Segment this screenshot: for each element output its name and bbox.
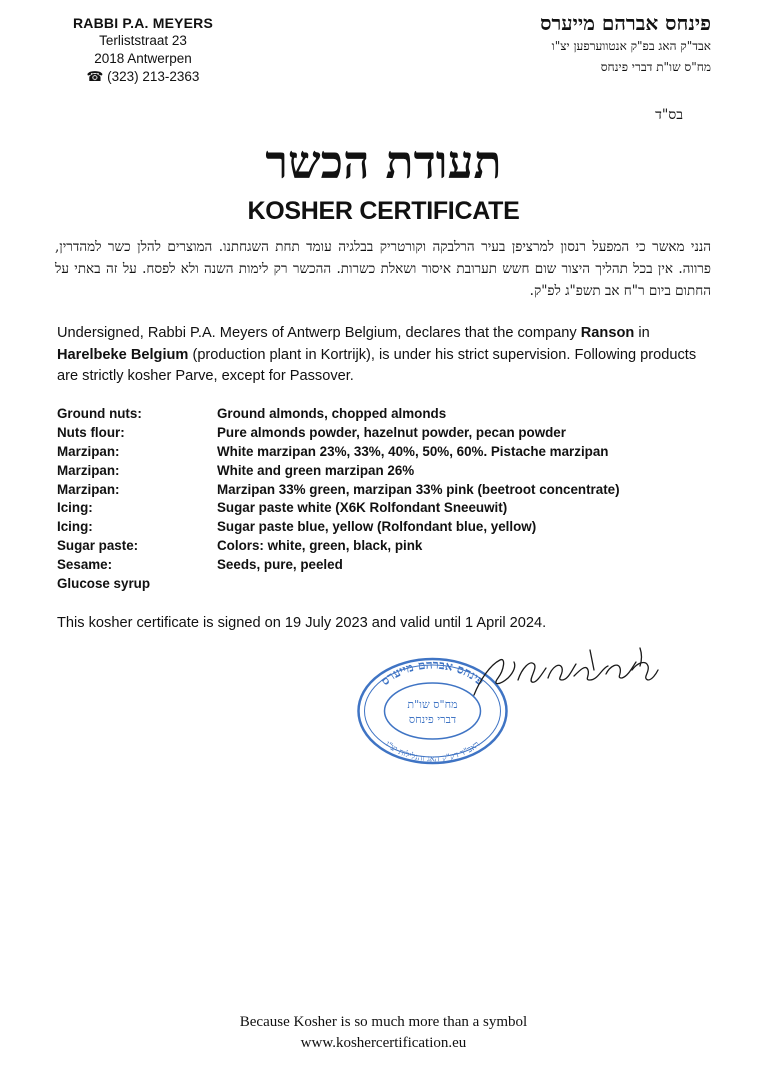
- product-row: [57, 537, 717, 556]
- product-row: [57, 462, 717, 481]
- product-row: [57, 405, 717, 424]
- product-category: Glucose syrup: [57, 576, 151, 592]
- letterhead-left: [58, 14, 228, 86]
- product-category: Marzipan:: [57, 462, 120, 478]
- title-english: KOSHER CERTIFICATE: [247, 197, 520, 225]
- product-row: [57, 424, 717, 443]
- letterhead-right-hebrew: [451, 10, 711, 78]
- product-category: Icing:: [57, 519, 93, 535]
- english-declaration: [57, 323, 709, 388]
- street-address: Terliststraat 23: [99, 33, 187, 48]
- product-row: [57, 518, 717, 537]
- seal-middle-line1: מח"ס שו"ת: [407, 698, 458, 711]
- product-description: [217, 575, 717, 594]
- product-row: [57, 575, 717, 594]
- city-address: 2018 Antwerpen: [94, 51, 192, 66]
- product-category: Nuts flour:: [57, 424, 125, 440]
- product-category: Sugar paste:: [57, 538, 139, 554]
- handwritten-signature: [470, 640, 660, 710]
- product-description: White and green marzipan 26%: [217, 462, 415, 478]
- product-description: White marzipan 23%, 33%, 40%, 50%, 60%. Pistache marzipan: [217, 443, 609, 459]
- product-category: Marzipan:: [57, 443, 120, 459]
- declaration-text-part2: in: [634, 325, 650, 341]
- company-location: Harelbeke Belgium: [57, 346, 189, 363]
- product-description: Sugar paste blue, yellow (Rolfondant blue, yellow): [217, 519, 537, 535]
- product-description: Seeds, pure, peeled: [217, 557, 343, 573]
- rabbi-name: RABBI P.A. MEYERS: [72, 15, 214, 31]
- product-row: [57, 556, 717, 575]
- product-category: Ground nuts:: [57, 406, 142, 421]
- product-category: Icing:: [57, 500, 93, 516]
- seal-center-ring: [385, 683, 481, 739]
- validity-statement: This kosher certificate is signed on 19 July 2023 and valid until 1 April 2024.: [57, 615, 547, 631]
- product-row: [57, 443, 717, 462]
- declaration-text-part1: Undersigned, Rabbi P.A. Meyers of Antwerp Belgium, declares that the company: [57, 325, 581, 341]
- company-name: Ranson: [580, 325, 635, 341]
- phone-number: ☎ (323) 213-2363: [86, 69, 200, 84]
- rabbi-book-hebrew: מח"ס שו"ת דברי פינחס: [600, 60, 711, 74]
- footer-website[interactable]: www.koshercertification.eu: [300, 1035, 467, 1051]
- hebrew-declaration: הנני מאשר כי המפעל רנסון למרציפן בעיר הרלבקה וקורטריק בבלגיה עומד תחת השגחתנו. המוצרים להלן כשר למהדרין, פרווה. אין בכל תהליך היצור שום חשש תערובת איסור ושאלת כשרות. ההכשר רק לימות השנה ולא לפסח. על זה באתי על החתום ביום ר"ח אב תשפ"ג לפ"ק.: [55, 239, 711, 299]
- bsd-mark: בס"ד: [655, 107, 683, 123]
- product-description: Colors: white, green, black, pink: [217, 538, 423, 554]
- product-row: [57, 499, 717, 518]
- seal-top-text: פינחס אברהם מייערס: [378, 657, 487, 689]
- footer-slogan: Because Kosher is so much more than a symbol: [239, 1014, 528, 1030]
- seal-middle-line2: דברי פינחס: [408, 713, 457, 726]
- title-hebrew: תעודת הכשר: [265, 135, 502, 189]
- product-description: Ground almonds, chopped almonds: [217, 406, 447, 421]
- product-description: Marzipan 33% green, marzipan 33% pink (beetroot concentrate): [217, 481, 620, 497]
- declaration-text-part3: (production plant in Kortrijk), is under his strict supervision. Following products are strictly kosher Parve, except for Passover.: [57, 346, 697, 384]
- product-list: [57, 405, 717, 594]
- product-category: Marzipan:: [57, 481, 120, 497]
- footer: [0, 1012, 767, 1054]
- product-description: Pure almonds powder, hazelnut powder, pecan powder: [217, 424, 566, 440]
- product-category: Sesame:: [57, 557, 113, 573]
- seal-bottom-text: ראב"ד דק"ק האג והגלילות יצ"ו: [382, 739, 482, 765]
- rabbi-title-hebrew: אבד"ק האג בפ"ק אנטווערפען יצ"ו: [551, 39, 711, 53]
- rabbi-name-hebrew: פינחס אברהם מייערס: [540, 11, 711, 35]
- product-row: [57, 481, 717, 500]
- product-description: Sugar paste white (X6K Rolfondant Sneeuwit): [217, 500, 508, 516]
